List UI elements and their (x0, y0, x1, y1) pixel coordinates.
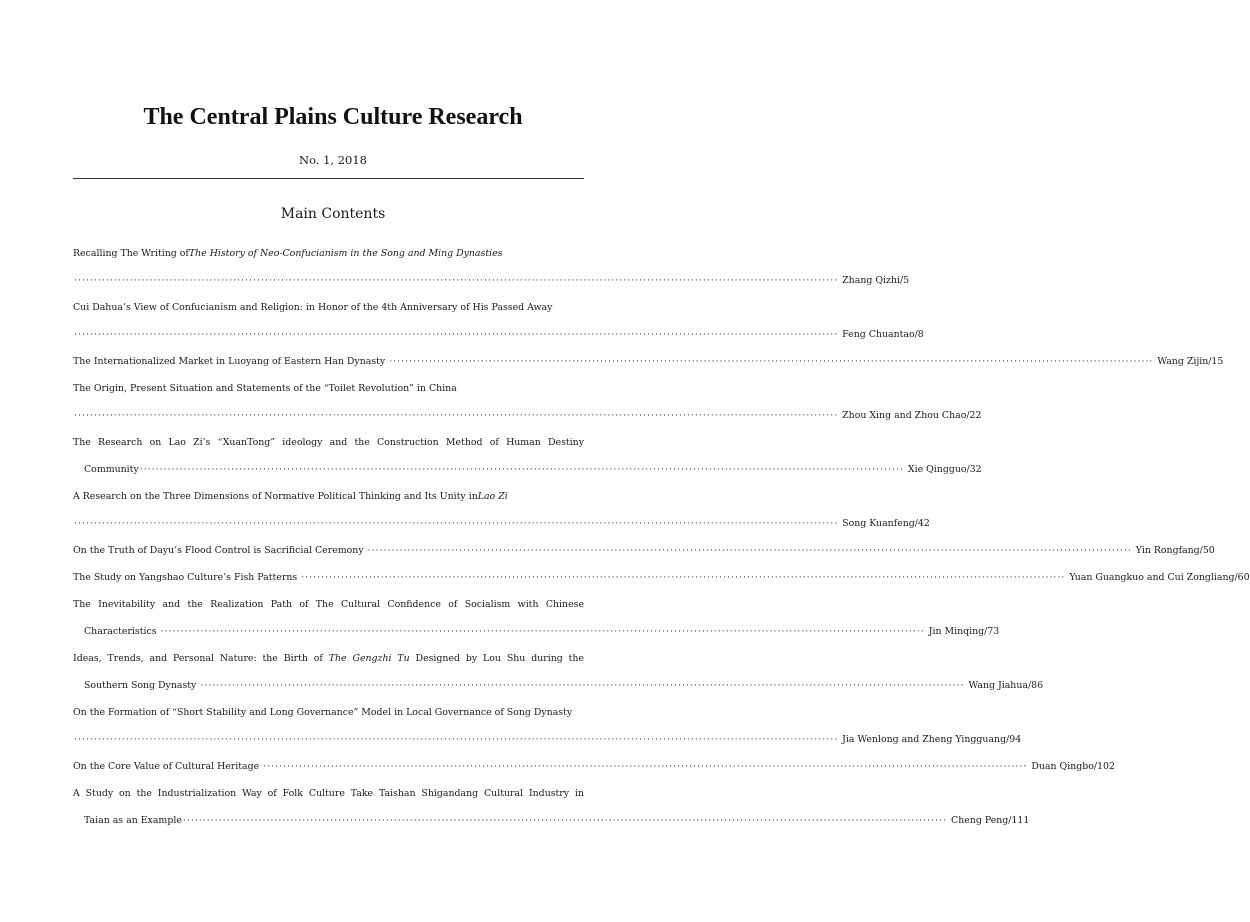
toc-entry-author: Wang Jiahua/86 (968, 680, 1044, 691)
dot-leader: ································································································································································································ (160, 626, 925, 637)
toc-entry-author-line[interactable] (73, 517, 930, 530)
dot-leader: ································································································································································································ (74, 275, 839, 286)
toc-entry-author: Feng Chuantao/8 (842, 329, 924, 340)
divider (73, 178, 584, 179)
journal-title: The Central Plains Culture Research (143, 104, 523, 130)
toc-entry-title: The Study on Yangshao Culture’s Fish Patterns (73, 572, 298, 583)
toc-entry-title[interactable]: Cui Dahua’s View of Confucianism and Religion: in Honor of the 4th Anniversary of His Passed Away (73, 302, 553, 313)
toc-entry-author-line[interactable] (73, 328, 924, 341)
toc-entry-title[interactable]: The Inevitability and the Realization Path of The Cultural Confidence of Socialism with Chinese (73, 599, 584, 610)
section-heading: Main Contents (280, 206, 386, 222)
dot-leader: ································································································································································································ (200, 680, 965, 691)
toc-entry-author: Zhou Xing and Zhou Chao/22 (842, 410, 982, 421)
toc-entry-title[interactable]: On the Formation of “Short Stability and Long Governance” Model in Local Governance of Song Dynasty (73, 707, 573, 718)
toc-entry-author-line[interactable] (73, 409, 982, 422)
toc-entry-title[interactable]: Ideas, Trends, and Personal Nature: the Birth of The Gengzhi Tu Designed by Lou Shu during the (73, 653, 584, 664)
dot-leader: ································································································································································································ (74, 734, 839, 745)
toc-entry-title: On the Core Value of Cultural Heritage (73, 761, 260, 772)
dot-leader: ································································································································································································ (74, 329, 839, 340)
dot-leader: ································································································································································································ (74, 410, 839, 421)
toc-entry-author-line[interactable] (73, 274, 910, 287)
toc-entry-author: Xie Qingguo/32 (907, 464, 982, 475)
dot-leader: ································································································································································································ (301, 572, 1066, 583)
dot-leader: ································································································································································································ (74, 518, 839, 529)
toc-entry[interactable] (73, 760, 1115, 773)
toc-entry-author: Duan Qingbo/102 (1031, 761, 1115, 772)
toc-entry-author: Wang Zijin/15 (1157, 356, 1224, 367)
toc-entry-author: Jia Wenlong and Zheng Yingguang/94 (842, 734, 1022, 745)
toc-entry-author: Song Kuanfeng/42 (842, 518, 930, 529)
toc-entry-author-line[interactable] (73, 733, 1022, 746)
toc-entry-title: On the Truth of Dayu’s Flood Control is Sacrificial Ceremony (73, 545, 364, 556)
toc-entry[interactable] (73, 544, 1215, 557)
toc-entry-continuation[interactable]: Characteristics ································································································································································································ Jin Minqing/73 (84, 626, 1000, 637)
toc-entry-continuation[interactable]: Southern Song Dynasty ································································································································································································ Wang Jiahua/86 (84, 680, 1044, 691)
toc-entry-author: Zhang Qizhi/5 (842, 275, 910, 286)
toc-entry-author: Cheng Peng/111 (951, 815, 1030, 826)
toc-entry-title[interactable]: The Research on Lao Zi’s “XuanTong” ideology and the Construction Method of Human Destiny (73, 437, 584, 448)
dot-leader: ································································································································································································ (139, 464, 904, 475)
toc-entry-title[interactable]: A Study on the Industrialization Way of Folk Culture Take Taishan Shigandang Cultural Industry in (73, 788, 584, 799)
toc-entry-title[interactable]: The Origin, Present Situation and Statements of the “Toilet Revolution” in China (73, 383, 457, 394)
toc-entry-title[interactable]: Recalling The Writing of The History of Neo-Confucianism in the Song and Ming Dynasties (73, 248, 503, 259)
dot-leader: ································································································································································································ (263, 761, 1028, 772)
dot-leader: ································································································································································································ (389, 356, 1154, 367)
toc-entry-author: Jin Minqing/73 (928, 626, 1000, 637)
toc-entry-continuation[interactable]: Taian as an Example ································································································································································································ Cheng Peng/111 (84, 815, 1030, 826)
toc-entry[interactable] (73, 571, 1250, 584)
dot-leader: ································································································································································································ (367, 545, 1132, 556)
toc-entry-author: Yuan Guangkuo and Cui Zongliang/60 (1069, 572, 1250, 583)
issue-number: No. 1, 2018 (299, 153, 367, 167)
dot-leader: ································································································································································································ (182, 815, 948, 826)
toc-entry-title: The Internationalized Market in Luoyang of Eastern Han Dynasty (73, 356, 386, 367)
toc-entry[interactable] (73, 355, 1224, 368)
toc-entry-continuation[interactable]: Community ································································································································································································ Xie Qingguo/32 (84, 464, 982, 475)
toc-entry-title[interactable]: A Research on the Three Dimensions of Normative Political Thinking and Its Unity in Lao Zi (73, 491, 508, 502)
toc-entry-author: Yin Rongfang/50 (1135, 545, 1215, 556)
